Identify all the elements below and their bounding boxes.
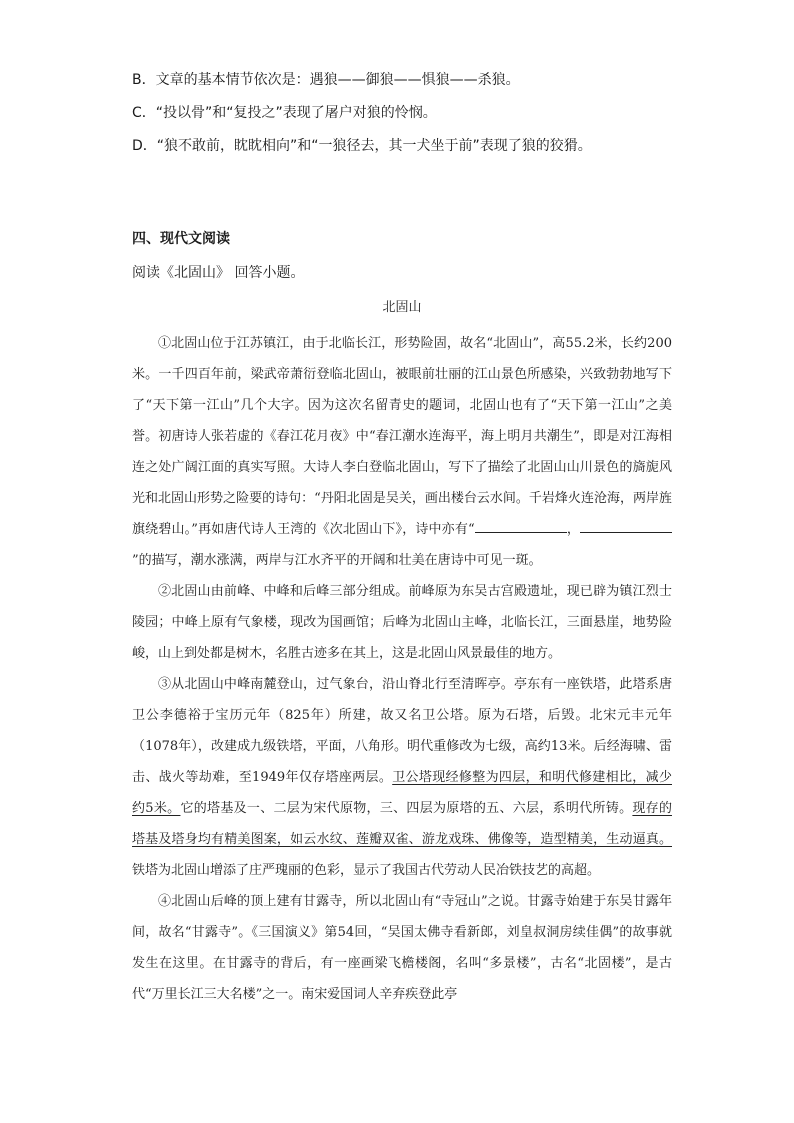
answer-options (132, 64, 672, 163)
paragraph-1-separator: ， (566, 522, 580, 537)
paragraph-3 (132, 669, 672, 886)
paragraph-3-text-a: ③从北固山中峰南麓登山，过气象台，沿山脊北行至清晖亭。亭东有一座铁塔，此塔系唐卫公李德裕于宝历元年（825年）所建，故又名卫公塔。原为石塔，后毁。北宋元丰元年（1078年），改建成九级铁塔，平面，八角形。明代重修改为七级，高约13米。后经海啸、雷击、战火等劫难，至1949年仅存塔座两层。 (132, 677, 672, 785)
paragraph-3-text-b: 它的塔基及一、二层为宋代原物，三、四层为原塔的五、六层，系明代所铸。 (180, 801, 633, 816)
underlined-sentence-1: 卫公塔现经修整为四层，和明代修建相比，减少约5米。 (132, 770, 672, 816)
paragraph-1-text-a: ①北固山位于江苏镇江，由于北临长江，形势险固，故名“北固山”，高55.2米，长约200米。一千四百年前，梁武帝萧衍登临北固山，被眼前壮丽的江山景色所感染，兴致勃勃地写下了“天下第一江山”几个大字。因为这次名留青史的题词，北固山也有了“天下第一江山”之美誉。初唐诗人张若虚的《春江花月夜》中“春江潮水连海平，海上明月共潮生”，即是对江海相连之处广阔江面的真实写照。大诗人李白登临北固山，写下了描绘了北固山山川景色的旖旎风光和北固山形势之险要的诗句：“丹阳北固是吴关，画出楼台云水间。千岩烽火连沧海，两岸旌旗绕碧山。”再如唐代诗人王湾的《次北固山下》，诗中亦有“ (132, 336, 672, 537)
option-c: C．“投以骨”和“复投之”表现了屠户对狼的怜悯。 (132, 105, 437, 121)
article (132, 298, 672, 1010)
underlined-sentence-2: 现存的塔基及塔身均有精美图案，如云水纹、莲瓣双雀、游龙戏珠、佛像等，造型精美，生动逼真。 (132, 801, 672, 847)
reading-instruction: 阅读《北固山》 回答小题。 (132, 265, 305, 281)
paragraph-1 (132, 328, 672, 576)
paragraph-4: ④北固山后峰的顶上建有甘露寺，所以北固山有“寺冠山”之说。甘露寺始建于东吴甘露年间，故名“甘露寺”。《三国演义》第54回，“吴国太佛寺看新郎，刘皇叔洞房续佳偶”的故事就发生在这里。在甘露寺的背后，有一座画梁飞檐楼阁，名叫“多景楼”，古名“北固楼”，是古代“万里长江三大名楼”之一。南宋爱国词人辛弃疾登此亭 (132, 894, 672, 1002)
section-title: 四、现代文阅读 (132, 231, 230, 247)
option-d: D．“狼不敢前，眈眈相向”和“一狼径去，其一犬坐于前”表现了狼的狡猾。 (132, 138, 592, 154)
paragraph-3-text-c: 铁塔为北固山增添了庄严瑰丽的色彩，显示了我国古代劳动人民冶铁技艺的高超。 (132, 863, 601, 878)
paragraph-2: ②北固山由前峰、中峰和后峰三部分组成。前峰原为东吴古宫殿遗址，现已辟为镇江烈士陵园；中峰上原有气象楼，现改为国画馆；后峰为北固山主峰，北临长江，三面悬崖，地势险峻，山上到处都是树木，名胜古迹多在其上，这是北固山风景最佳的地方。 (132, 584, 672, 661)
paragraph-1-text-b: ”的描写，潮水涨满，两岸与江水齐平的开阔和壮美在唐诗中可见一斑。 (132, 553, 542, 568)
option-b: B．文章的基本情节依次是：遇狼——御狼——惧狼——杀狼。 (132, 72, 520, 88)
fill-blank-2[interactable] (580, 518, 672, 533)
fill-blank-1[interactable] (475, 518, 567, 533)
article-title: 北固山 (382, 300, 422, 315)
